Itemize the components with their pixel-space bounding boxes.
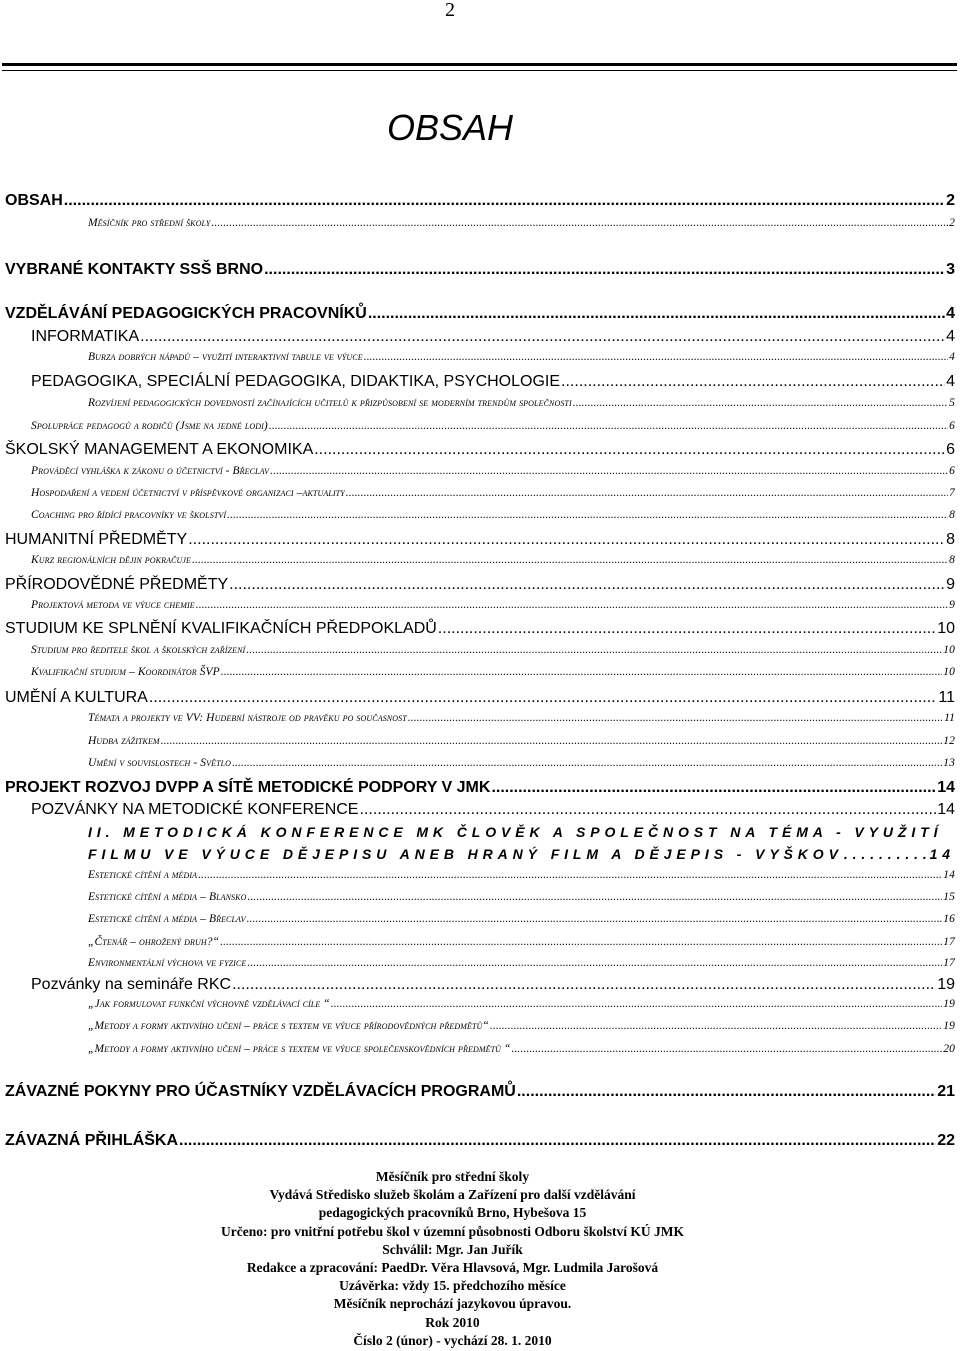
toc-page-number: 20 (943, 1043, 955, 1055)
dot-leader (232, 757, 942, 769)
toc-page-number: 10 (937, 620, 955, 637)
toc-entry-text: ZÁVAZNÉ POKYNY PRO ÚČASTNÍKY VZDĚLÁVACÍCH PROGRAMŮ (5, 1083, 516, 1100)
toc-entry-text: „Jak formulovat funkční výchovně vzdělávací cíle “ (88, 998, 330, 1010)
dot-leader (844, 846, 929, 862)
toc-entry[interactable] (31, 509, 955, 521)
dot-leader (438, 620, 936, 638)
toc-entry-text: Hudba zážitkem (88, 735, 160, 747)
toc-page-number: 3 (946, 261, 955, 278)
dot-leader (368, 305, 945, 323)
toc-entry[interactable] (31, 420, 955, 432)
colophon-line: Uzávěrka: vždy 15. předchozího měsíce (339, 1278, 566, 1294)
toc-entry[interactable] (5, 305, 955, 323)
toc-entry-text: Estetické cítění a média – Břeclav (88, 913, 246, 925)
toc-entry[interactable] (5, 261, 955, 279)
dot-leader (264, 261, 945, 279)
toc-page-number: 6 (949, 465, 955, 477)
toc-page-number: 21 (937, 1083, 955, 1100)
toc-entry-text: ZÁVAZNÁ PŘIHLÁŠKA (5, 1132, 179, 1149)
toc-entry-text: VZDĚLÁVÁNÍ PEDAGOGICKÝCH PRACOVNÍKŮ (5, 305, 367, 322)
colophon-line: Rok 2010 (425, 1314, 480, 1330)
dot-leader (511, 1043, 942, 1055)
toc-entry-text: STUDIUM KE SPLNĚNÍ KVALIFIKAČNÍCH PŘEDPOKLADŮ (5, 620, 437, 637)
toc-entry[interactable] (88, 1043, 955, 1055)
colophon-line: Určeno: pro vnitřní potřebu škol v územní působnosti Odboru školství KÚ JMK (221, 1223, 684, 1239)
toc-entry[interactable] (88, 869, 955, 881)
dot-leader (314, 441, 945, 459)
toc-entry[interactable] (88, 891, 955, 903)
toc-page-number: 14 (929, 846, 955, 862)
toc-entry-text: OBSAH (5, 192, 63, 209)
header-rule-thin (2, 70, 957, 71)
dot-leader (188, 531, 945, 549)
toc-entry-text: Estetické cítění a média (88, 869, 198, 881)
toc-page-number: 6 (946, 441, 955, 458)
toc-entry-text: Estetické cítění a média – Blansko (88, 891, 247, 903)
toc-entry[interactable] (88, 712, 955, 724)
dot-leader (517, 1083, 936, 1101)
toc-entry-text: PŘÍRODOVĚDNÉ PŘEDMĚTY (5, 576, 229, 593)
dot-leader (346, 487, 948, 499)
colophon-line: Měsíčník neprochází jazykovou úpravou. (333, 1296, 572, 1312)
toc-entry[interactable] (88, 351, 955, 363)
toc-entry-text: Burza dobrých nápadů – využití interaktivní tabule ve výuce (88, 351, 363, 363)
dot-leader (408, 712, 943, 724)
toc-entry-text: Prováděcí vyhláška k zákonu o účetnictví - Břeclav (31, 465, 270, 477)
dot-leader (221, 666, 943, 678)
toc-page-number: 9 (949, 599, 955, 611)
toc-entry-text: „Metody a formy aktivního učení – práce s textem ve výuce přírodovědných předmětů“ (88, 1020, 489, 1032)
toc-page-number: 13 (943, 757, 955, 769)
dot-leader (359, 801, 936, 819)
toc-page-number: 8 (949, 509, 955, 521)
toc-entry[interactable] (31, 644, 955, 656)
dot-leader (64, 192, 945, 210)
toc-entry-text: Spolupráce pedagogů a rodičů (Jsme na jedné lodi) (31, 420, 268, 432)
toc-entry-text: Umění v souvislostech - Světlo (88, 757, 232, 769)
colophon-line: Číslo 2 (únor) - vychází 28. 1. 2010 (353, 1332, 552, 1348)
dot-leader (192, 554, 948, 566)
toc-entry-text: Coaching pro řídící pracovníky ve školství (31, 509, 227, 521)
toc-entry-text: PROJEKT ROZVOJ DVPP A SÍTĚ METODICKÉ PODPORY V JMK (5, 779, 491, 796)
page-number: 2 (445, 0, 455, 21)
toc-entry-text: Projektová metoda ve výuce chemie (31, 599, 195, 611)
dot-leader (196, 599, 948, 611)
colophon-line: Redakce a zpracování: PaedDr. Věra Hlavsová, Mgr. Ludmila Jarošová (246, 1260, 659, 1276)
page-title: OBSAH (386, 107, 514, 148)
toc-page-number: 15 (943, 891, 955, 903)
toc-entry[interactable] (5, 689, 955, 707)
dot-leader (161, 735, 943, 747)
toc-entry[interactable] (5, 779, 955, 797)
toc-entry-text: Kvalifikační studium – Koordinátor ŠVP (31, 666, 220, 678)
toc-page-number: 4 (946, 328, 955, 345)
toc-entry-text: Hospodaření a vedení účetnictví v příspěvkové organizaci –aktuality (31, 487, 345, 499)
dot-leader (247, 957, 942, 969)
colophon-line: pedagogických pracovníků Brno, Hybešova 15 (318, 1205, 587, 1221)
toc-page-number: 17 (943, 936, 955, 948)
toc-entry[interactable] (5, 441, 955, 459)
toc-entry[interactable] (88, 757, 955, 769)
dot-leader (331, 998, 943, 1010)
toc-entry-text: VYBRANÉ KONTAKTY SSŠ BRNO (5, 261, 264, 278)
toc-entry[interactable] (31, 554, 955, 566)
colophon (0, 1168, 905, 1350)
toc-page-number: 8 (949, 554, 955, 566)
toc-entry[interactable] (31, 373, 955, 391)
dot-leader (573, 397, 948, 409)
toc-entry-text: UMĚNÍ A KULTURA (5, 689, 148, 706)
toc-entry[interactable] (31, 599, 955, 611)
toc-page-number: 7 (949, 487, 955, 499)
dot-leader (220, 936, 942, 948)
toc-entry-text: Environmentální výchova ve fyzice (88, 957, 247, 969)
toc-entry[interactable] (88, 735, 955, 747)
toc-entry[interactable] (5, 620, 955, 638)
toc-entry-text: II. METODICKÁ KONFERENCE MK ČLOVĚK A SPOLEČNOST NA TÉMA - VYUŽITÍ (88, 824, 943, 840)
toc-entry[interactable] (31, 465, 955, 477)
toc-entry-text: PEDAGOGIKA, SPECIÁLNÍ PEDAGOGIKA, DIDAKTIKA, PSYCHOLOGIE (31, 373, 561, 390)
dot-leader (149, 689, 938, 707)
toc-entry[interactable] (31, 328, 955, 346)
toc-entry[interactable] (31, 487, 955, 499)
dot-leader (232, 976, 936, 994)
dot-leader (364, 351, 948, 363)
toc-entry[interactable] (88, 998, 955, 1010)
toc-page-number: 19 (943, 1020, 955, 1032)
toc-page-number: 9 (946, 576, 955, 593)
dot-leader (211, 217, 948, 229)
toc-entry[interactable] (88, 1020, 955, 1032)
toc-page-number: 2 (946, 192, 955, 209)
colophon-line: Schválil: Mgr. Jan Juřík (382, 1241, 523, 1257)
toc-entry[interactable] (88, 846, 955, 862)
toc-entry-text: Pozvánky na semináře RKC (31, 976, 232, 993)
toc-entry[interactable] (31, 666, 955, 678)
dot-leader (247, 913, 943, 925)
toc-entry[interactable] (5, 576, 955, 594)
toc-page-number: 4 (949, 351, 955, 363)
toc-entry-text: Studium pro ředitele škol a školských zařízení (31, 644, 246, 656)
dot-leader (490, 1020, 942, 1032)
dot-leader (198, 869, 942, 881)
dot-leader (247, 891, 942, 903)
toc-page-number: 11 (944, 712, 955, 724)
dot-leader (246, 644, 942, 656)
toc-page-number: 14 (937, 801, 955, 818)
toc-page-number: 10 (943, 644, 955, 656)
toc-entry-text: FILMU VE VÝUCE DĚJEPISU ANEB HRANÝ FILM A DĚJEPIS - VYŠKOV (88, 846, 843, 862)
toc-entry-text: INFORMATIKA (31, 328, 140, 345)
dot-leader (561, 373, 945, 391)
toc-entry-text: „Metody a formy aktivního učení – práce s textem ve výuce společenskovědních předmětů “ (88, 1043, 511, 1055)
toc-entry[interactable] (5, 192, 955, 210)
toc-entry[interactable] (5, 531, 955, 549)
dot-leader (491, 779, 936, 797)
toc-entry[interactable] (88, 217, 955, 229)
toc-page-number: 16 (943, 913, 955, 925)
toc-entry-text: Rozvíjení pedagogických dovedností začínajících učitelů k přizpůsobení se moderním trendům společnosti (88, 397, 572, 409)
toc-page-number: 4 (946, 373, 955, 390)
toc-page-number: 10 (943, 666, 955, 678)
toc-entry[interactable] (5, 1132, 955, 1150)
toc-entry[interactable] (88, 936, 955, 948)
toc-entry[interactable] (5, 1083, 955, 1101)
toc-entry[interactable] (88, 397, 955, 409)
dot-leader (229, 576, 945, 594)
toc-entry[interactable] (88, 957, 955, 969)
dot-leader (227, 509, 948, 521)
toc-page-number: 14 (943, 869, 955, 881)
toc-page-number: 22 (937, 1132, 955, 1149)
toc-page-number: 12 (943, 735, 955, 747)
toc-page-number: 2 (949, 217, 955, 229)
toc-entry-text: Kurz regionálních dějin pokračuje (31, 554, 192, 566)
toc-entry-text: Měsíčník pro střední školy (88, 217, 211, 229)
toc-page-number: 8 (946, 531, 955, 548)
header-rule (2, 63, 957, 66)
toc-entry[interactable] (31, 976, 955, 994)
toc-page-number: 6 (949, 420, 955, 432)
toc-entry[interactable] (88, 913, 955, 925)
toc-page-number: 19 (943, 998, 955, 1010)
toc-entry[interactable] (31, 801, 955, 819)
toc-entry-text: POZVÁNKY NA METODICKÉ KONFERENCE (31, 801, 359, 818)
toc-page-number: 17 (943, 957, 955, 969)
colophon-line: Vydává Středisko služeb školám a Zařízení pro další vzdělávání (269, 1187, 636, 1203)
toc-entry-text: ŠKOLSKÝ MANAGEMENT A EKONOMIKA (5, 441, 314, 458)
dot-leader (140, 328, 945, 346)
toc-entry-text: Témata a projekty ve VV: Hudební nástroje od pravěku po současnost (88, 712, 407, 724)
dot-leader (270, 465, 948, 477)
dot-leader (179, 1132, 936, 1150)
toc-page-number: 5 (949, 397, 955, 409)
toc-page-number: 11 (938, 689, 955, 706)
toc-entry-text: HUMANITNÍ PŘEDMĚTY (5, 531, 188, 548)
toc-page-number: 19 (937, 976, 955, 993)
dot-leader (269, 420, 948, 432)
toc-page-number: 14 (937, 779, 955, 796)
colophon-line: Měsíčník pro střední školy (375, 1169, 530, 1184)
toc-page-number: 4 (946, 305, 955, 322)
toc-entry-text: „Čtenář – ohrožený druh?“ (88, 936, 220, 948)
